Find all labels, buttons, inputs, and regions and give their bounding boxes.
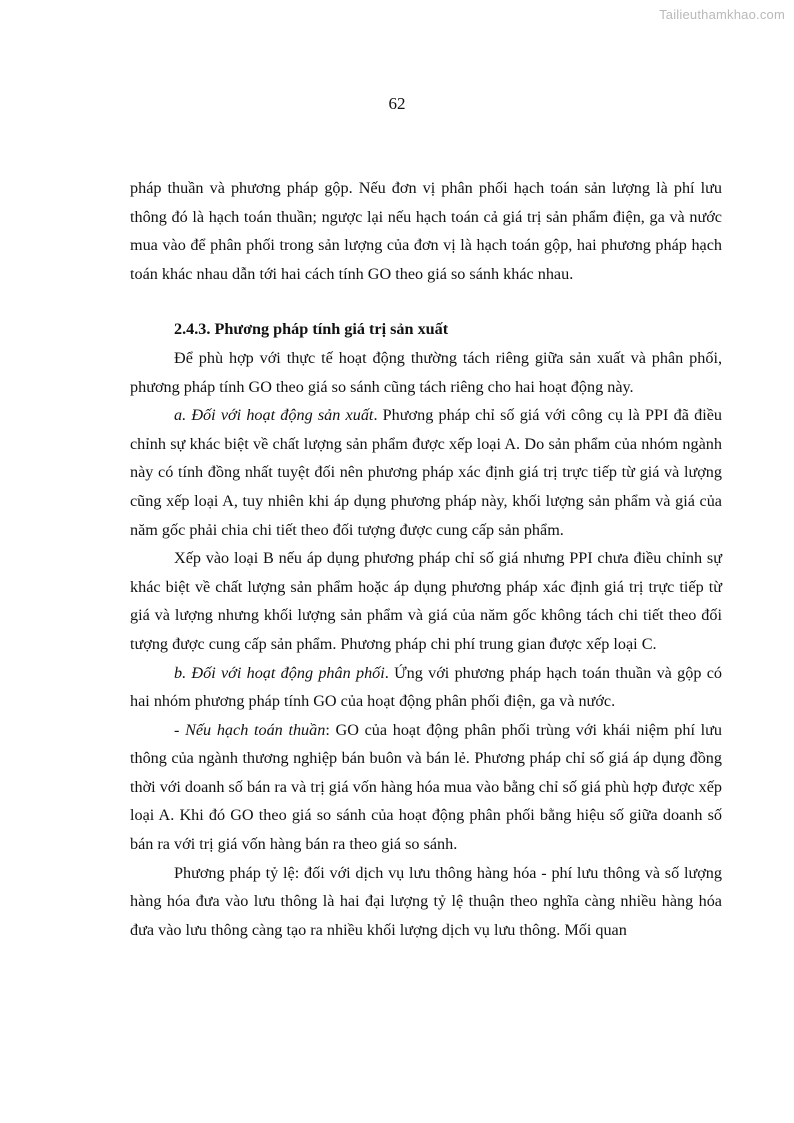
paragraph-production bbox=[130, 401, 722, 544]
production-label: a. Đối với hoạt động sản xuất bbox=[174, 406, 374, 425]
paragraph-intro: Để phù hợp với thực tế hoạt động thường tách riêng giữa sản xuất và phân phối, phương pháp tính GO theo giá so sánh cũng tách riêng cho hai hoạt động này. bbox=[130, 348, 722, 396]
distribution-text: . Ứng với phương pháp hạch toán thuần và gộp có hai nhóm phương pháp tính GO của hoạt động phân phối điện, ga và nước. bbox=[130, 663, 722, 711]
production-text: . Phương pháp chỉ số giá với công cụ là PPI đã điều chỉnh sự khác biệt về chất lượng sản phẩm được xếp loại A. Do sản phẩm của nhóm ngành này có tính đồng nhất tuyệt đối nên phương pháp xác định giá trị trực tiếp từ giá và lượng cũng xếp loại A, tuy nhiên khi áp dụng phương pháp này, khối lượng sản phẩm và giá của năm gốc phải chia chi tiết theo đối tượng được cung cấp sản phẩm. bbox=[130, 406, 722, 539]
net-accounting-text: : GO của hoạt động phân phối trùng với khái niệm phí lưu thông của ngành thương nghiệp bán buôn và bán lẻ. Phương pháp chỉ số giá áp dụng đồng thời với doanh số bán ra và trị giá vốn hàng hóa mua vào bằng chỉ số giá phù hợp được xếp loại A. Khi đó GO theo giá so sánh của hoạt động phân phối bằng hiệu số giữa doanh số bán ra với trị giá vốn hàng bán ra theo giá so sánh. bbox=[130, 720, 722, 854]
page-number: 62 bbox=[388, 94, 406, 113]
paragraph-continuation: pháp thuần và phương pháp gộp. Nếu đơn vị phân phối hạch toán sản lượng là phí lưu thông đó là hạch toán thuần; ngược lại nếu hạch toán cả giá trị sản phẩm điện, ga và nước mua vào để phân phối trong sản lượng của đơn vị là hạch toán gộp, hai phương pháp hạch toán khác nhau dẫn tới hai cách tính GO theo giá so sánh khác nhau. bbox=[130, 179, 722, 283]
document-body bbox=[130, 174, 722, 944]
net-accounting-label: - Nếu hạch toán thuần bbox=[174, 720, 326, 739]
distribution-label: b. Đối với hoạt động phân phối bbox=[174, 663, 385, 682]
section-heading: 2.4.3. Phương pháp tính giá trị sản xuất bbox=[174, 320, 449, 339]
watermark-text: Tailieuthamkhao.com bbox=[659, 7, 785, 22]
paragraph-ratio-method: Phương pháp tỷ lệ: đối với dịch vụ lưu thông hàng hóa - phí lưu thông và số lượng hàng hóa đưa vào lưu thông là hai đại lượng tỷ lệ thuận theo nghĩa càng nhiều hàng hóa đưa vào lưu thông càng tạo ra nhiều khối lượng dịch vụ lưu thông. Mối quan bbox=[130, 863, 722, 939]
paragraph-classification-b: Xếp vào loại B nếu áp dụng phương pháp chỉ số giá nhưng PPI chưa điều chỉnh sự khác biệt về chất lượng sản phẩm hoặc áp dụng phương pháp xác định giá trị trực tiếp từ giá và lượng nhưng khối lượng sản phẩm và giá của năm gốc không tách chi tiết theo đối tượng được cung cấp sản phẩm. Phương pháp chi phí trung gian được xếp loại C. bbox=[130, 549, 722, 653]
paragraph-distribution bbox=[130, 659, 722, 716]
paragraph-net-accounting bbox=[130, 716, 722, 859]
